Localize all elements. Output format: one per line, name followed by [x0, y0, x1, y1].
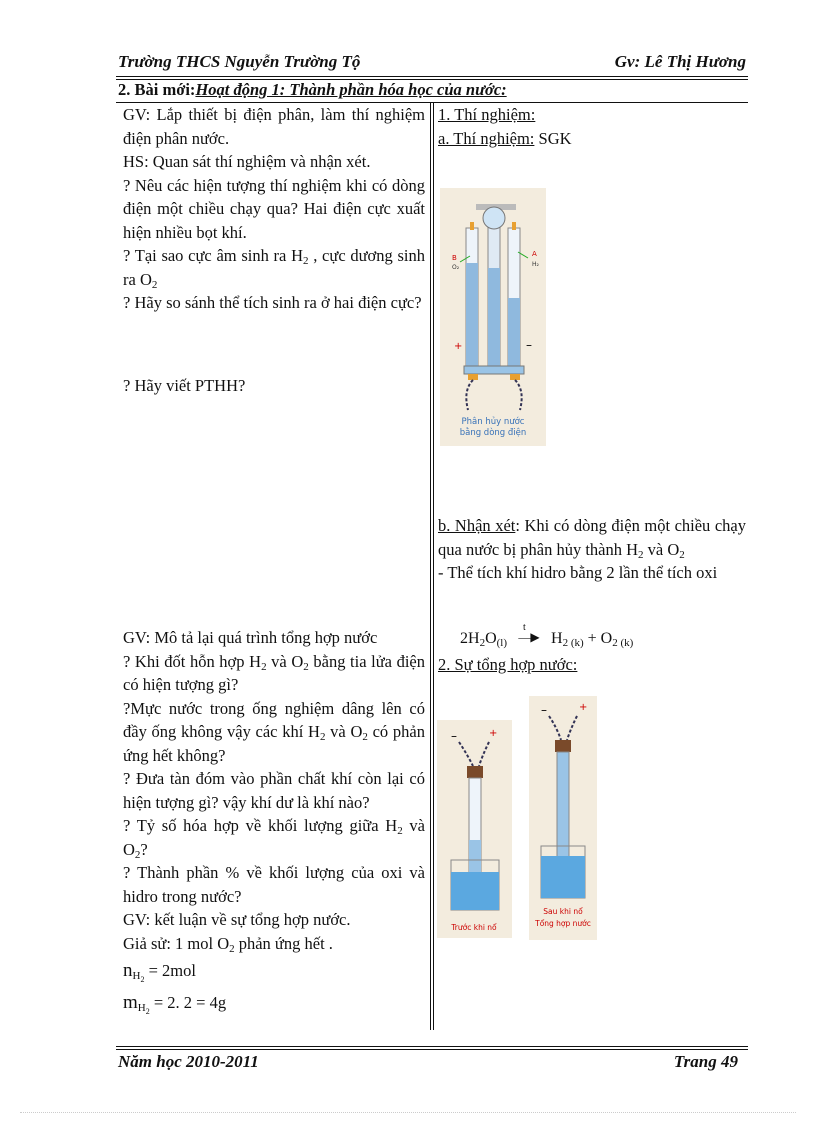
- left-column-bottom: [123, 626, 425, 1014]
- svg-text:–: –: [451, 729, 457, 743]
- question-phenomena: ? Nêu các hiện tượng thí nghiệm khi có dòng điện một chiều chạy qua? Hai điện cực xuất hiện nhiều bọt khí.: [123, 175, 425, 242]
- svg-text:+: +: [489, 728, 498, 739]
- page-bottom-dotted-rule: [20, 1112, 796, 1113]
- mass-h2: $m_{H_2} = 2$. 2 = 4g: [123, 991, 227, 1016]
- experiment-heading: 1. Thí nghiệm:: [438, 105, 536, 124]
- question-burn: ? Khi đốt hỗn hợp $H_2$ và $O_2$ bằng tia lửa điện có hiện tượng gì?: [123, 651, 425, 694]
- before-explosion-figure: [437, 720, 512, 938]
- page-footer: [118, 1052, 738, 1072]
- svg-text:–: –: [526, 338, 532, 352]
- electrolysis-apparatus-figure: [440, 188, 546, 446]
- before-explosion-caption: Trước khi nổ: [451, 923, 497, 932]
- question-percent: ? Thành phần % về khối lượng của oxi và hidro trong nước?: [123, 863, 425, 906]
- svg-text:–: –: [541, 703, 547, 717]
- svg-text:B: B: [452, 254, 457, 262]
- column-divider-double: [433, 102, 434, 1030]
- question-compare: ? Hãy so sánh thể tích sinh ra ở hai điện cực?: [123, 293, 422, 312]
- school-name: Trường THCS Nguyễn Trường Tộ: [118, 52, 361, 71]
- teacher-conclusion: GV: kết luận về sự tổng hợp nước.: [123, 910, 351, 929]
- figure-caption-2: bằng dòng điện: [459, 428, 527, 438]
- after-explosion-caption-2: Tổng hợp nước: [535, 919, 591, 928]
- question-water-level: ?Mực nước trong ống nghiệm dâng lên có đầy ống không vậy các khí $H_2$ và $O_2$ có phản ứng hết không?: [123, 698, 425, 765]
- footer-rule: [116, 1049, 748, 1050]
- left-column-top: [123, 103, 425, 315]
- question-equation: ? Hãy viết PTHH?: [123, 376, 246, 395]
- school-year: Năm học 2010-2011: [118, 1052, 259, 1071]
- right-column-top: [438, 103, 746, 150]
- svg-text:H₂: H₂: [532, 261, 539, 268]
- section-title: 2. Bài mới:Hoạt động 1: Thành phần hóa học của nước:: [118, 80, 507, 99]
- assumption: Giả sử: 1 mol $O_2$ phản ứng hết .: [123, 933, 333, 955]
- teacher-instruction: GV: Lắp thiết bị điện phân, làm thí nghiệm điện phân nước.: [123, 105, 425, 148]
- question-ratio: ? Tỷ số hóa hợp về khối lượng giữa $H_2$ và $O_2$?: [123, 816, 425, 861]
- activity-title: Hoạt động 1: Thành phần hóa học của nước:: [195, 80, 507, 99]
- footer-rule-thin: [116, 1046, 748, 1047]
- chemical-equation: $2H_2O_{(l)}$ t —▶ $H_{2 (k)} + O_{2 (k)}$: [460, 622, 634, 649]
- header-rule: [116, 76, 748, 77]
- observation-block: [438, 514, 746, 585]
- page-number: Trang 49: [673, 1052, 738, 1071]
- student-instruction: HS: Quan sát thí nghiệm và nhận xét.: [123, 152, 371, 171]
- synthesis-heading-block: [438, 653, 746, 677]
- mol-h2: $n_{H_2} = 2mol$: [123, 960, 196, 984]
- teacher-name: Gv: Lê Thị Hương: [614, 52, 746, 71]
- question-why: ? Tại sao cực âm sinh ra $H_2$ , cực dương sinh ra $O_2$: [123, 246, 425, 291]
- column-divider: [430, 102, 431, 1030]
- svg-text:O₂: O₂: [452, 264, 460, 271]
- volume-note: - Thể tích khí hidro bằng 2 lần thể tích oxi: [438, 563, 718, 582]
- svg-text:A: A: [532, 250, 537, 258]
- synthesis-heading: 2. Sự tổng hợp nước:: [438, 655, 578, 674]
- experiment-sub: a. Thí nghiệm: SGK: [438, 128, 572, 148]
- teacher-describe: GV: Mô tả lại quá trình tổng hợp nước: [123, 628, 378, 647]
- observation-text: b. Nhận xét: Khi có dòng điện một chiều chạy qua nước bị phân hủy thành $H_2$ và $O_2$: [438, 516, 746, 561]
- after-explosion-caption-1: Sau khi nổ: [543, 907, 583, 916]
- after-explosion-figure: [529, 696, 597, 940]
- figure-caption-1: Phân hủy nước: [461, 417, 525, 427]
- question-splint: ? Đưa tàn đóm vào phần chất khí còn lại có hiện tượng gì? vậy khí dư là khí nào?: [123, 769, 425, 812]
- svg-text:+: +: [454, 341, 463, 352]
- svg-text:+: +: [579, 702, 588, 713]
- page-header: [118, 52, 746, 76]
